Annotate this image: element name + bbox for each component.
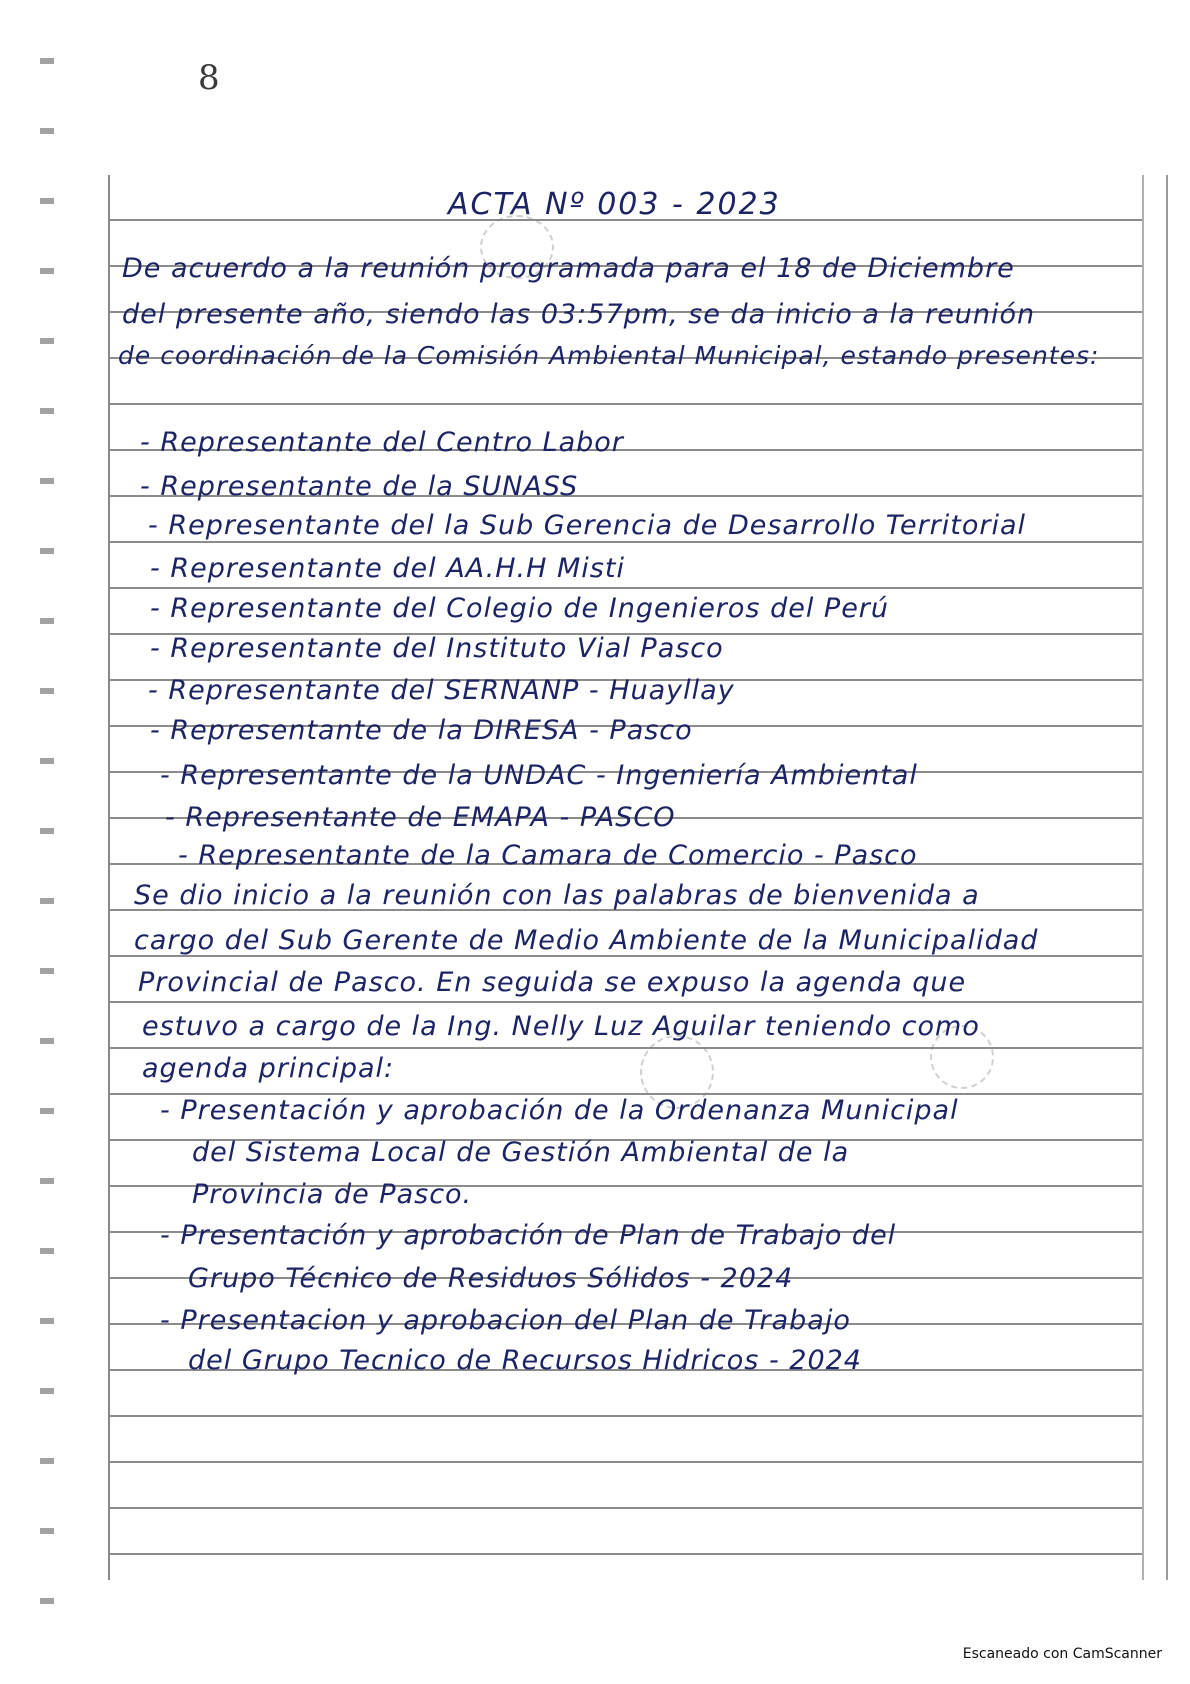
attendee-item: - Representante del la Sub Gerencia de Desarrollo Territorial xyxy=(148,510,1027,541)
attendee-item: - Representante del Colegio de Ingenieros del Perú xyxy=(150,593,890,624)
document-title: ACTA Nº 003 - 2023 xyxy=(448,187,781,222)
agenda-item: Provincia de Pasco. xyxy=(192,1179,473,1210)
agenda-item: del Grupo Tecnico de Recursos Hidricos - 2024 xyxy=(188,1345,862,1376)
agenda-item: del Sistema Local de Gestión Ambiental de la xyxy=(192,1137,850,1168)
body-line: estuvo a cargo de la Ing. Nelly Luz Aguilar teniendo como xyxy=(142,1011,980,1042)
notebook-page xyxy=(108,175,1144,1580)
margin-line xyxy=(1166,175,1168,1580)
attendee-item: - Representante del SERNANP - Huayllay xyxy=(148,675,735,706)
attendee-item: - Representante del AA.H.H Misti xyxy=(150,553,625,584)
attendee-item: - Representante de la UNDAC - Ingeniería Ambiental xyxy=(160,760,918,791)
attendee-item: - Representante de la DIRESA - Pasco xyxy=(150,715,693,746)
page-number: 8 xyxy=(198,58,220,98)
intro-line: De acuerdo a la reunión programada para el 18 de Diciembre xyxy=(122,253,1015,284)
scanner-footer: Escaneado con CamScanner xyxy=(962,1646,1162,1662)
attendee-item: - Representante del Centro Labor xyxy=(140,427,624,458)
agenda-item: - Presentación y aprobación de Plan de Trabajo del xyxy=(160,1220,897,1251)
attendee-item: - Representante del Instituto Vial Pasco xyxy=(150,633,724,664)
attendee-item: - Representante de la SUNASS xyxy=(140,471,579,502)
body-line: cargo del Sub Gerente de Medio Ambiente de la Municipalidad xyxy=(134,925,1039,956)
agenda-item: - Presentación y aprobación de la Ordenanza Municipal xyxy=(160,1095,959,1126)
intro-line: de coordinación de la Comisión Ambiental Municipal, estando presentes: xyxy=(118,341,1100,370)
attendee-item: - Representante de la Camara de Comercio - Pasco xyxy=(178,840,918,871)
body-line: agenda principal: xyxy=(142,1053,395,1084)
agenda-item: Grupo Técnico de Residuos Sólidos - 2024 xyxy=(188,1263,794,1294)
binding-edge xyxy=(40,20,54,1620)
intro-line: del presente año, siendo las 03:57pm, se da inicio a la reunión xyxy=(122,299,1036,330)
agenda-item: - Presentacion y aprobacion del Plan de Trabajo xyxy=(160,1305,851,1336)
attendee-item: - Representante de EMAPA - PASCO xyxy=(165,802,676,833)
body-line: Se dio inicio a la reunión con las palabras de bienvenida a xyxy=(134,880,980,911)
body-line: Provincial de Pasco. En seguida se expuso la agenda que xyxy=(138,967,967,998)
